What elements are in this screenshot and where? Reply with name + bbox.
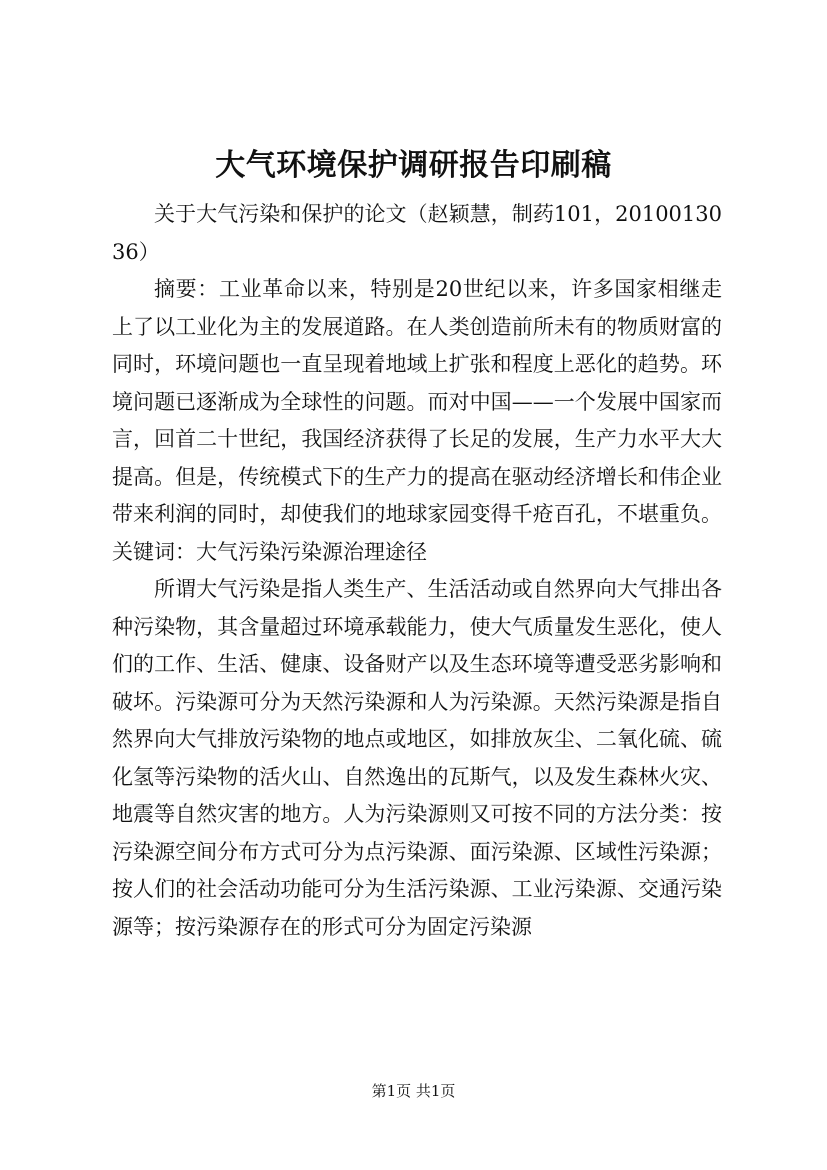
page-footer: 第1页 共1页 xyxy=(371,1082,456,1100)
document-body xyxy=(112,196,722,946)
paragraph-citation: 关于大气污染和保护的论文（赵颖慧，制药101，2010013036） xyxy=(112,202,722,264)
paragraph-definition: 所谓大气污染是指人类生产、生活活动或自然界向大气排出各种污染物，其含量超过环境承载能力，使大气质量发生恶化，使人们的工作、生活、健康、设备财产以及生态环境等遭受恶劣影响和破坏。污染源可分为天然污染源和人为污染源。天然污染源是指自然界向大气排放污染物的地点或地区，如排放灰尘、二氧化硫、硫化氢等污染物的活火山、自然逸出的瓦斯气，以及发生森林火灾、地震等自然灾害的地方。人为污染源则又可按不同的方法分类：按污染源空间分布方式可分为点污染源、面污染源、区域性污染源；按人们的社会活动功能可分为生活污染源、工业污染源、交通污染源等；按污染源存在的形式可分为固定污染源 xyxy=(112,577,722,939)
paragraph-abstract: 摘要：工业革命以来，特别是20世纪以来，许多国家相继走上了以工业化为主的发展道路。在人类创造前所未有的物质财富的同时，环境问题也一直呈现着地域上扩张和程度上恶化的趋势。环境问题已逐渐成为全球性的问题。而对中国——一个发展中国家而言，回首二十世纪，我国经济获得了长足的发展，生产力水平大大提高。但是，传统模式下的生产力的提高在驱动经济增长和伟企业带来利润的同时，却使我们的地球家园变得千疮百孔，不堪重负。关键词：大气污染污染源治理途径 xyxy=(112,277,722,564)
document-title: 大气环境保护调研报告印刷稿 xyxy=(215,148,612,183)
